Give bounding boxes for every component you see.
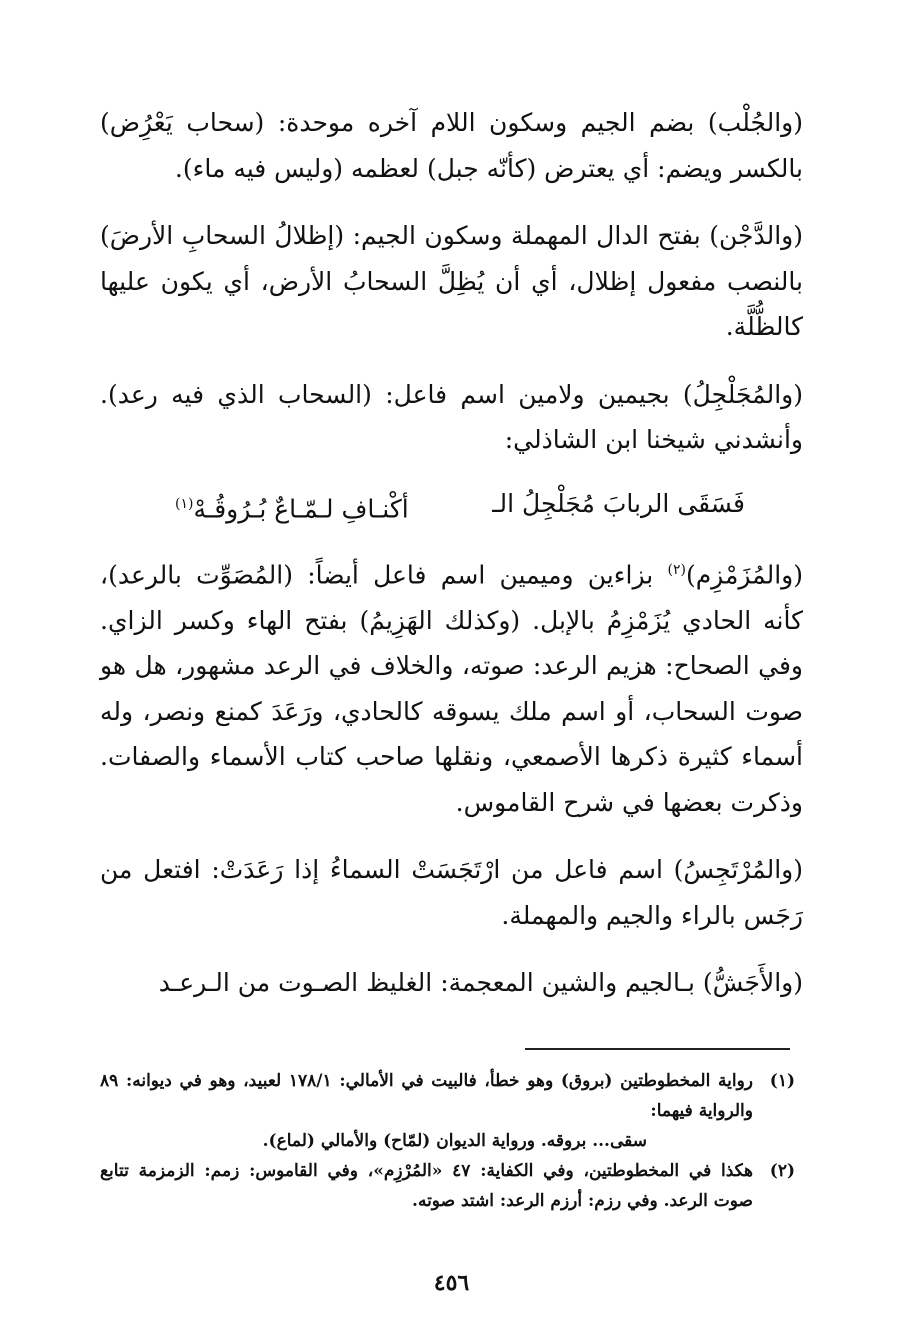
verse-right-hemistich: فَسَقَى الربابَ مُجَلْجِلُ الـ bbox=[492, 488, 745, 518]
footnote-1-quote: سقى... بروقه. ورواية الديوان (لمّاح) والأمالي (لماع). bbox=[262, 1131, 647, 1151]
term-muzamzim: (والمُزَمْزِم) bbox=[685, 560, 803, 590]
footnote-2-text: هكذا في المخطوطتين، وفي الكفاية: ٤٧ «المُرْزِم»، وفي القاموس: زمم: الزمزمة تتابع صوت الرعد. وفي رزم: أرزم الرعد: اشتد صوته. bbox=[100, 1161, 753, 1211]
footnote-marker-1: (١) bbox=[175, 495, 194, 512]
footnote-separator bbox=[525, 1048, 790, 1050]
footnote-1-number: (١) bbox=[769, 1071, 795, 1091]
footnote-1-text: رواية المخطوطتين (بروق) وهو خطأ، فالبيت في الأمالي: ١٧٨/١ لعبيد، وهو في ديوانه: ٨٩ والرواية فيهما: bbox=[100, 1071, 753, 1121]
paragraph-dajn: (والدَّجْن) بفتح الدال المهملة وسكون الجيم: (إظلالُ السحابِ الأرضَ) بالنصب مفعول إظلال، أي أن يُظِلَّ السحابُ الأرض، أي يكون عليها كالظُّلَّة. bbox=[100, 221, 803, 341]
footnotes bbox=[100, 1066, 795, 1216]
paragraph-muzamzim bbox=[100, 548, 803, 825]
paragraph-mujaljil: (والمُجَلْجِلُ) بجيمين ولامين اسم فاعل: (السحاب الذي فيه رعد). وأنشدني شيخنا ابن الشاذلي: bbox=[100, 379, 803, 454]
paragraph-murtajis: (والمُرْتَجِسُ) اسم فاعل من ارْتَجَسَتْ السماءُ إذا رَعَدَتْ: افتعل من رَجَس بالراء والجيم والمهملة. bbox=[100, 855, 803, 930]
footnote-2-number: (٢) bbox=[769, 1161, 795, 1181]
paragraph-muzamzim-text: بزاءين وميمين اسم فاعل أيضاً: (المُصَوِّت بالرعد)، كأنه الحادي يُزَمْزِمُ بالإبل. (وكذلك الهَزِيمُ) بفتح الهاء وكسر الزاي. وفي الصحاح: هزيم الرعد: صوته، والخلاف في الرعد مشهور، هل هو صوت السحاب، أو اسم ملك يسوقه كالحادي، ورَعَدَ كمنع ونصر، وله أسماء كثيرة ذكرها الأصمعي، ونقلها صاحب كتاب الأسماء والصفات. وذكرت بعضها في شرح القاموس. bbox=[100, 560, 803, 817]
paragraph-ajash: (والأَجَشُّ) بـالجيم والشين المعجمة: الغليظ الصـوت من الـرعـد bbox=[158, 968, 803, 998]
footnote-1 bbox=[100, 1066, 795, 1126]
page-number: ٤٥٦ bbox=[433, 1270, 470, 1296]
verse-left-hemistich: أكْنـافِ لـمّـاعٌ بُـرُوقُـهْ bbox=[193, 493, 409, 523]
main-text bbox=[100, 100, 803, 1006]
footnote-2 bbox=[100, 1156, 795, 1216]
footnote-marker-2: (٢) bbox=[667, 561, 686, 578]
verse-left-group bbox=[175, 481, 409, 532]
paragraph-jalb: (والجُلْب) بضم الجيم وسكون اللام آخره موحدة: (سحاب يَعْرُِض) بالكسر ويضم: أي يعترض (كأنّه جبل) لعظمه (وليس فيه ماء). bbox=[100, 108, 803, 183]
poem-verse bbox=[100, 481, 803, 532]
